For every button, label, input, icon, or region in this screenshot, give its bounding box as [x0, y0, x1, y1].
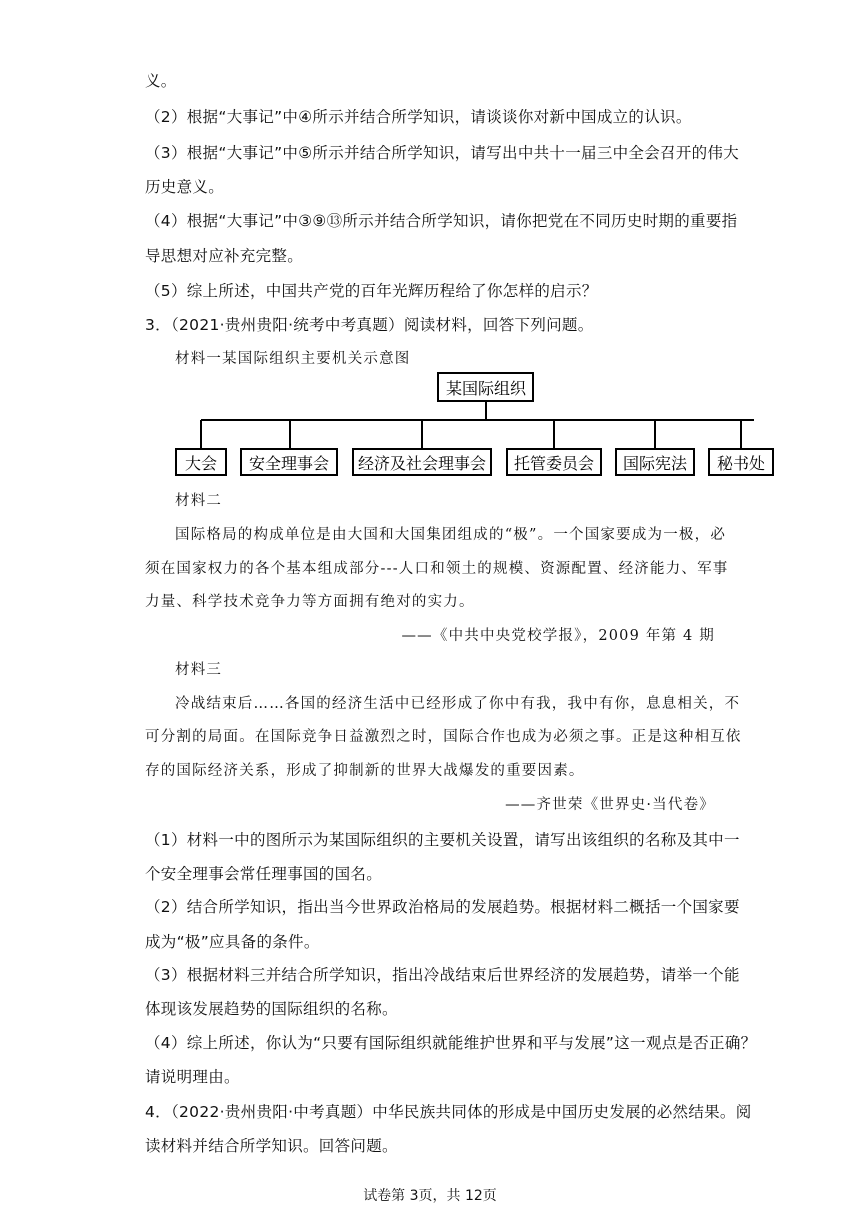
intro-line: 导思想对应补充完整。 [145, 247, 304, 265]
sub-question-line: 个安全理事会常任理事国的国名。 [145, 865, 383, 883]
child-label: 秘书处 [716, 454, 766, 473]
question-header: 3．（2021·贵州贵阳·统考中考真题）阅读材料，回答下列问题。 [145, 316, 594, 334]
child-label: 安全理事会 [248, 454, 330, 473]
material-source: ——《中共中央党校学报》，2009 年第 4 期 [401, 628, 715, 644]
sub-question-line: 体现该发展趋势的国际组织的名称。 [145, 1000, 398, 1018]
material-text-line: 可分割的局面。在国际竞争日益激烈之时，国际合作也成为必须之事。正是这种相互依 [145, 729, 742, 745]
intro-line: （4）根据“大事记”中③⑨⑬所示并结合所学知识，请你把党在不同历史时期的重要指 [145, 212, 738, 230]
child-label: 托管委员会 [513, 454, 595, 473]
intro-line: （5）综上所述，中国共产党的百年光辉历程给了你怎样的启示？ [145, 282, 598, 300]
material-text-line: 国际格局的构成单位是由大国和大国集团组成的“极”。一个国家要成为一极，必 [175, 527, 727, 543]
material-title: 材料一某国际组织主要机关示意图 [175, 351, 411, 367]
sub-question-line: 成为“极”应具备的条件。 [145, 933, 320, 951]
question-header: 4．（2022·贵州贵阳·中考真题）中华民族共同体的形成是中国历史发展的必然结果。阅 [145, 1103, 752, 1121]
sub-question-line: 请说明理由。 [145, 1068, 240, 1086]
sub-question-line: （1）材料一中的图所示为某国际组织的主要机关设置，请写出该组织的名称及其中一 [145, 831, 740, 849]
intro-line: 义。 [145, 72, 177, 90]
material-text-line: 冷战结束后……各国的经济生活中已经形成了你中有我，我中有你，息息相关，不 [175, 696, 741, 712]
material-title: 材料三 [175, 662, 223, 678]
sub-question-line: （3）根据材料三并结合所学知识，指出冷战结束后世界经济的发展趋势，请举一个能 [145, 966, 740, 984]
page-footer: 试卷第 3页，共 12页 [363, 1188, 497, 1204]
material-text-line: 须在国家权力的各个基本组成部分---人口和领土的规模、资源配置、经济能力、军事 [145, 561, 729, 577]
root-label: 某国际组织 [445, 379, 527, 398]
sub-question-line: （4）综上所述，你认为“只要有国际组织就能维护世界和平与发展”这一观点是否正确？ [145, 1034, 757, 1052]
material-source: ——齐世荣《世界史·当代卷》 [505, 797, 715, 813]
material-text-line: 存的国际经济关系，形成了抑制新的世界大战爆发的重要因素。 [145, 763, 585, 779]
material-text-line: 力量、科学技术竞争力等方面拥有绝对的实力。 [145, 594, 475, 610]
child-label: 国际宪法 [622, 454, 688, 473]
child-label: 大会 [184, 454, 218, 473]
intro-line: （2）根据“大事记”中④所示并结合所学知识，请谈谈你对新中国成立的认识。 [145, 108, 692, 126]
question-text-line: 读材料并结合所学知识。回答问题。 [145, 1137, 398, 1155]
intro-line: 历史意义。 [145, 178, 225, 196]
material-title: 材料二 [175, 493, 223, 509]
sub-question-line: （2）结合所学知识，指出当今世界政治格局的发展趋势。根据材料二概括一个国家要 [145, 898, 740, 916]
org-chart-diagram [0, 365, 860, 485]
child-label: 经济及社会理事会 [357, 454, 487, 473]
intro-line: （3）根据“大事记”中⑤所示并结合所学知识，请写出中共十一届三中全会召开的伟大 [145, 144, 740, 162]
